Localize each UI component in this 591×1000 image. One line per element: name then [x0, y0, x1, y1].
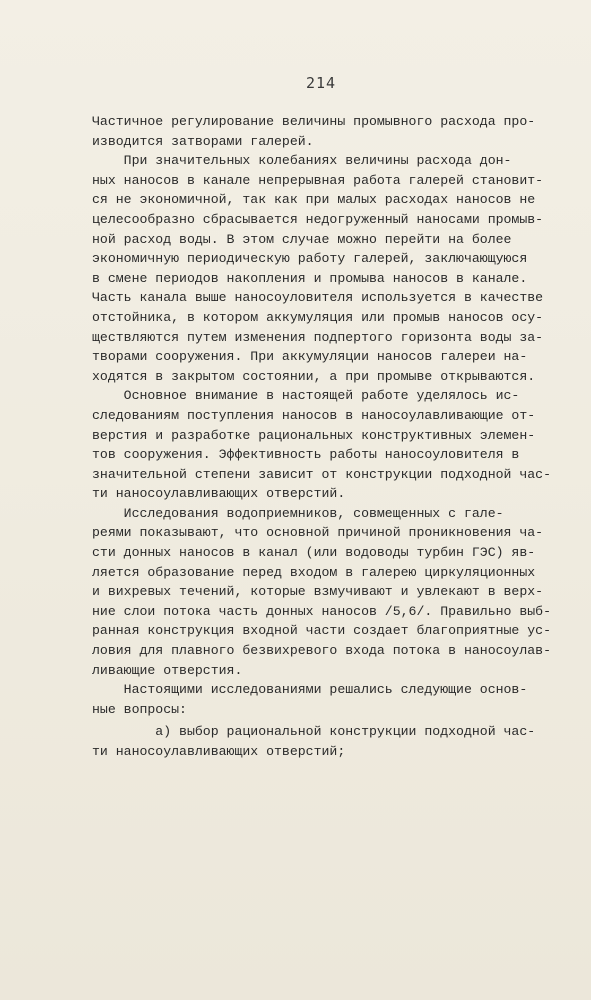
text-line: ливающие отверстия.: [92, 662, 243, 678]
text-line: ляется образование перед входом в галерею циркуляционных: [92, 564, 536, 580]
text-line: ся не экономичной, так как при малых расходах наносов не: [92, 192, 536, 208]
text-line: тов сооружения. Эффективность работы наносоуловителя в: [92, 447, 520, 463]
text-line: ные вопросы:: [92, 701, 187, 717]
body-text: [92, 112, 562, 762]
text-line: Часть канала выше наносоуловителя используется в качестве: [92, 290, 544, 306]
text-line: экономичную периодическую работу галерей, заключающуюся: [92, 251, 528, 267]
text-line: целесообразно сбрасывается недогруженный наносами промыв-: [92, 211, 544, 227]
text-line: Настоящими исследованиями решались следующие основ-: [92, 682, 528, 698]
text-line: творами сооружения. При аккумуляции наносов галереи на-: [92, 349, 528, 365]
text-line: а) выбор рациональной конструкции подходной час-: [92, 724, 536, 740]
page-number: 214: [306, 74, 337, 92]
text-line: верстия и разработке рациональных конструктивных элемен-: [92, 427, 536, 443]
text-line: Основное внимание в настоящей работе уделялось ис-: [92, 388, 520, 404]
text-line: ти наносоулавливающих отверстий;: [92, 744, 346, 759]
text-line: и вихревых течений, которые взмучивают и увлекают в верх-: [92, 584, 544, 600]
text-line: изводится затворами галерей.: [92, 133, 314, 149]
text-line: При значительных колебаниях величины расхода дон-: [92, 153, 512, 169]
text-line: реями показывают, что основной причиной проникновения ча-: [92, 525, 544, 541]
text-line: в смене периодов накопления и промыва наносов в канале.: [92, 270, 528, 286]
text-line: ранная конструкция входной части создает благоприятные ус-: [92, 623, 551, 639]
text-line: ной расход воды. В этом случае можно перейти на более: [92, 231, 512, 247]
text-line: ществляются путем изменения подпертого горизонта воды за-: [92, 329, 544, 345]
text-line: ние слои потока часть донных наносов /5,6/. Правильно выб-: [92, 603, 551, 619]
text-line: ных наносов в канале непрерывная работа галерей становит-: [92, 172, 544, 188]
text-line: значительной степени зависит от конструкции подходной час-: [92, 466, 551, 482]
text-line: ходятся в закрытом состоянии, а при промыве открываются.: [92, 368, 536, 384]
text-line: Частичное регулирование величины промывного расхода про-: [92, 114, 536, 129]
text-line: сти донных наносов в канал (или водоводы турбин ГЭС) яв-: [92, 545, 536, 561]
text-line: ловия для плавного безвихревого входа потока в наносоулав-: [92, 643, 551, 659]
text-line: ти наносоулавливающих отверстий.: [92, 486, 346, 502]
text-line: Исследования водоприемников, совмещенных с гале-: [92, 505, 504, 521]
text-line: следованиям поступления наносов в наносоулавливающие от-: [92, 407, 536, 423]
text-line: отстойника, в котором аккумуляция или промыв наносов осу-: [92, 309, 544, 325]
